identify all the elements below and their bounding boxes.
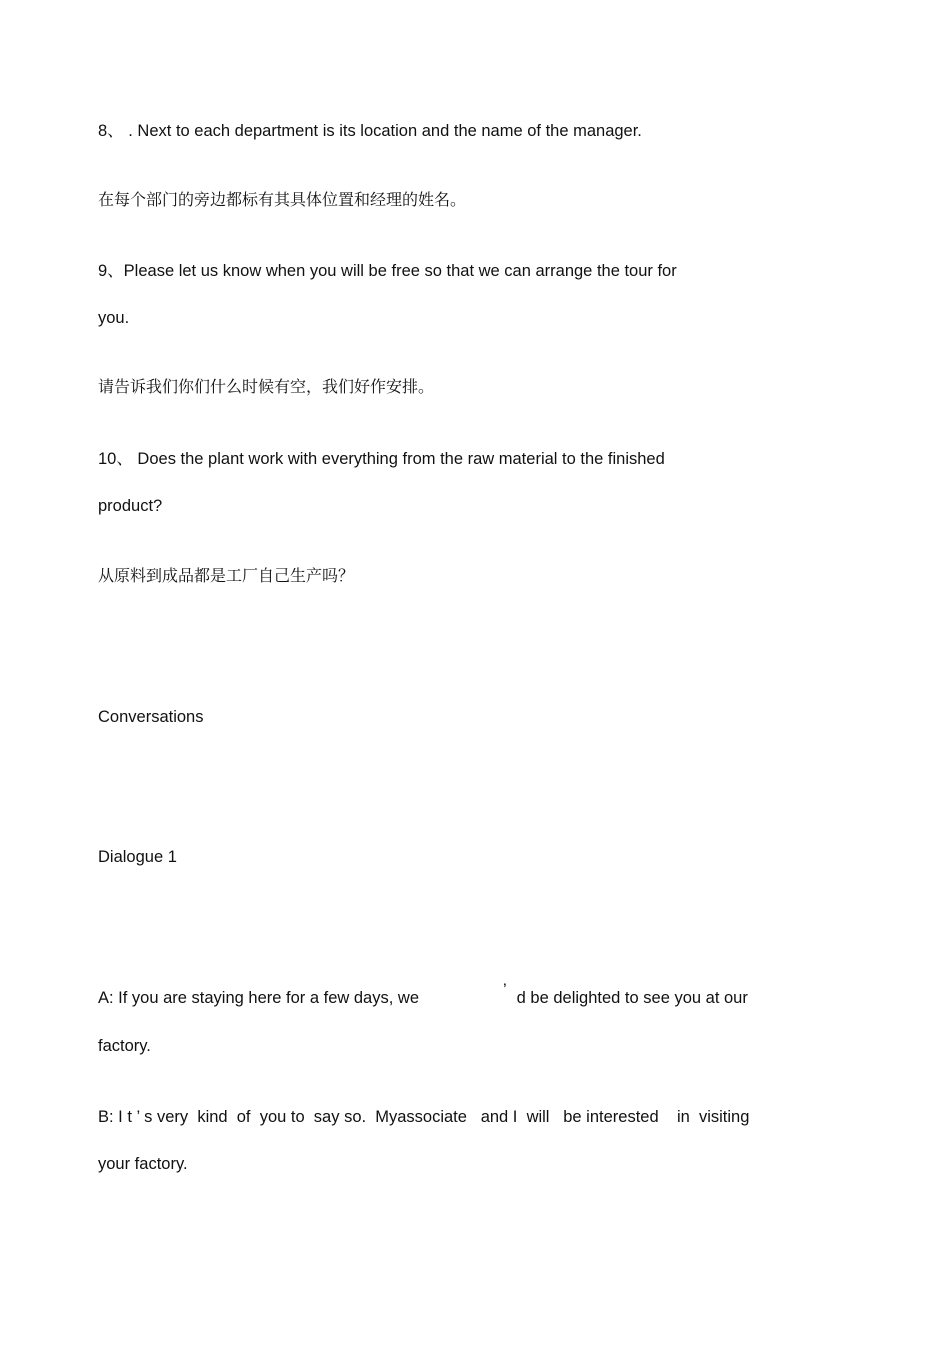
item-10-english-line-2: product?: [98, 497, 163, 515]
item-9-chinese: 请告诉我们你们什么时候有空，我们好作安排。: [98, 377, 435, 396]
item-8-chinese: 在每个部门的旁边都标有其具体位置和经理的姓名。: [98, 190, 467, 209]
dialogue-title: Dialogue 1: [98, 848, 177, 866]
item-10-english-line-1: 10、 Does the plant work with everything from the raw material to the finished: [98, 450, 665, 468]
item-9-english-line-1: 9、Please let us know when you will be free so that we can arrange the tour for: [98, 262, 677, 280]
dialogue-a-line-1: [98, 981, 748, 1008]
dialogue-b-line-2: your factory.: [98, 1155, 188, 1173]
item-9-english-line-2: you.: [98, 309, 130, 327]
item-10-chinese: 从原料到成品都是工厂自己生产吗？: [98, 566, 355, 585]
section-title: Conversations: [98, 708, 204, 726]
dialogue-a-text-part-1: A: If you are staying here for a few days, we: [98, 989, 419, 1007]
dialogue-a-text-part-2: d be delighted to see you at our: [516, 989, 748, 1007]
dialogue-b-line-1: B: I t ’ s very kind of you to say so. Myassociate and I will be interested in visiting: [98, 1108, 750, 1126]
item-8-english: 8、 . Next to each department is its location and the name of the manager.: [98, 122, 642, 140]
dialogue-a-apostrophe: ’: [503, 981, 507, 999]
dialogue-a-line-2: factory.: [98, 1037, 151, 1055]
